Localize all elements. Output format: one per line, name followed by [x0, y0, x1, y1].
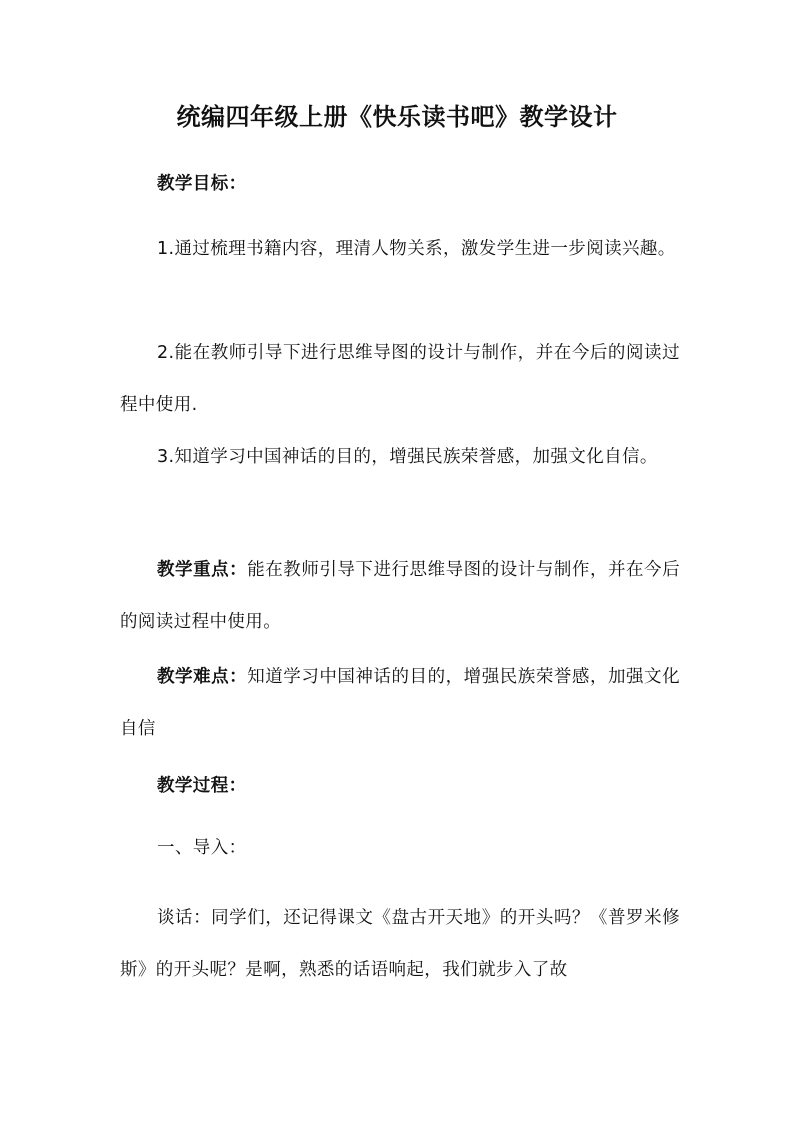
- difficulty-text: 知道学习中国神话的目的，增强民族荣誉感，加强文化自信: [120, 667, 680, 739]
- objective-item-2: 2.能在教师引导下进行思维导图的设计与制作，并在今后的阅读过程中使用.: [120, 343, 680, 415]
- objective-item-1: 1.通过梳理书籍内容，理清人物关系，激发学生进一步阅读兴趣。: [157, 239, 676, 259]
- objectives-heading: 教学目标：: [157, 174, 247, 194]
- difficulty-label: 教学难点：: [157, 667, 248, 687]
- document-title: 统编四年级上册《快乐读书吧》教学设计: [176, 102, 618, 131]
- intro-paragraph: 谈话：同学们，还记得课文《盘古开天地》的开头吗？《普罗米修斯》的开头呢？是啊，熟悉的话语响起，我们就步入了故: [120, 908, 680, 980]
- difficulty-paragraph: [120, 651, 680, 755]
- key-point-paragraph: [120, 544, 680, 648]
- objective-item-3: 3.知道学习中国神话的目的，增强民族荣誉感，加强文化自信。: [157, 447, 658, 467]
- process-heading: 教学过程：: [157, 776, 247, 796]
- section-1-heading: 一、导入：: [157, 838, 247, 858]
- key-point-label: 教学重点：: [157, 560, 248, 580]
- key-point-text: 能在教师引导下进行思维导图的设计与制作，并在今后的阅读过程中使用。: [120, 560, 680, 632]
